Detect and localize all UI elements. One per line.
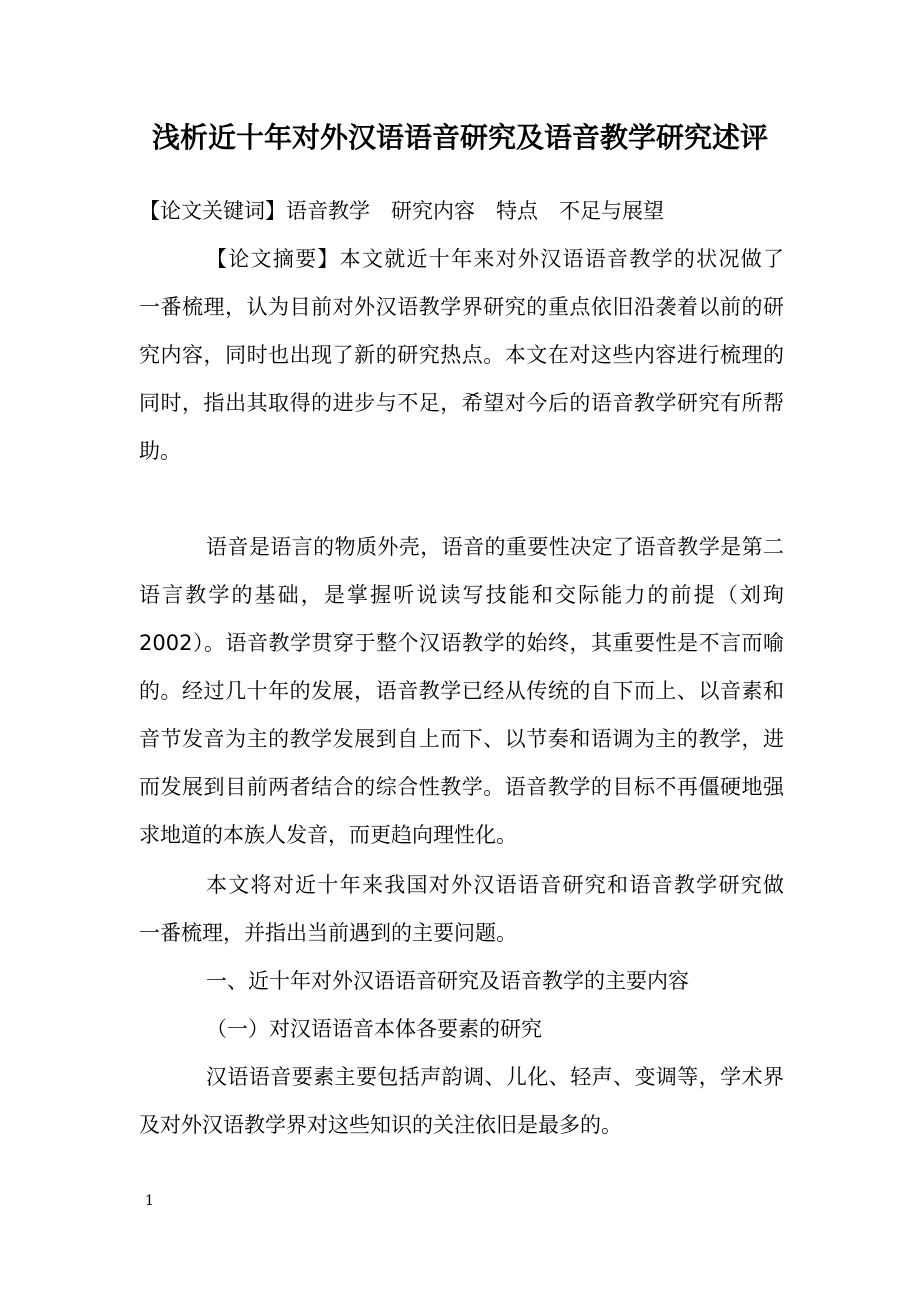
body-line: 的。经过几十年的发展，语音教学已经从传统的自下而上、以音素和	[139, 679, 784, 703]
abstract-line: 同时，指出其取得的进步与不足，希望对今后的语音教学研究有所帮	[139, 391, 784, 415]
body-line: 音节发音为主的教学发展到自上而下、以节奏和语调为主的教学，进	[139, 727, 784, 751]
abstract-line: 一番梳理，认为目前对外汉语教学界研究的重点依旧沿袭着以前的研	[139, 295, 784, 319]
body-line: 而发展到目前两者结合的综合性教学。语音教学的目标不再僵硬地强	[139, 775, 784, 799]
page-number: 1	[145, 1193, 154, 1209]
body-line: 2002）。语音教学贯穿于整个汉语教学的始终，其重要性是不言而喻	[139, 631, 784, 655]
body-line: 一番梳理，并指出当前遇到的主要问题。	[139, 921, 517, 945]
document-title: 浅析近十年对外汉语语音研究及语音教学研究述评	[151, 121, 768, 154]
body-line: 求地道的本族人发音，而更趋向理性化。	[139, 823, 517, 847]
body-line: 语言教学的基础，是掌握听说读写技能和交际能力的前提（刘珣	[139, 583, 784, 607]
abstract-line: 助。	[139, 439, 181, 463]
section-heading: 一、近十年对外汉语语音研究及语音教学的主要内容	[206, 969, 689, 993]
body-line: 汉语语音要素主要包括声韵调、儿化、轻声、变调等，学术界	[206, 1065, 784, 1089]
body-line: 本文将对近十年来我国对外汉语语音研究和语音教学研究做	[206, 873, 784, 897]
body-line: 及对外汉语教学界对这些知识的关注依旧是最多的。	[139, 1113, 622, 1137]
keywords-line: 【论文关键词】语音教学 研究内容 特点 不足与展望	[139, 199, 664, 223]
abstract-line: 究内容，同时也出现了新的研究热点。本文在对这些内容进行梳理的	[139, 343, 784, 367]
body-line: 语音是语言的物质外壳，语音的重要性决定了语音教学是第二	[206, 535, 784, 559]
abstract-line: 【论文摘要】本文就近十年来对外汉语语音教学的状况做了	[206, 247, 784, 271]
subsection-heading: （一）对汉语语音本体各要素的研究	[206, 1017, 542, 1041]
